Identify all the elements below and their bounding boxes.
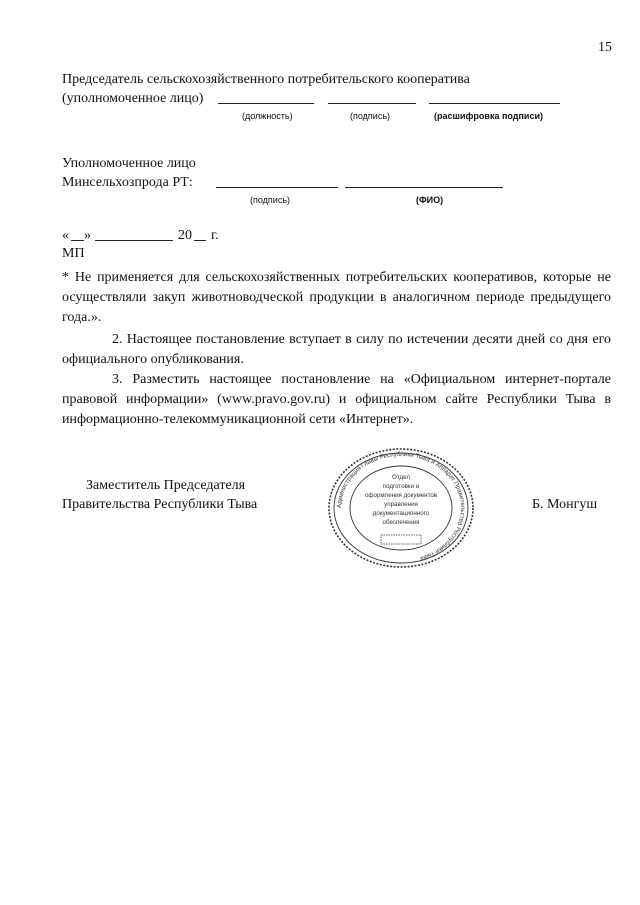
seal-center-line: управления (384, 501, 418, 508)
date-close-quote: » (84, 228, 91, 243)
seal-center-line: подготовки и (382, 483, 420, 490)
ministry-signature-underline (216, 187, 338, 188)
date-month-blank (95, 240, 173, 241)
item-3: 3. Разместить настоящее постановление на «Официальном интернет-портале правовой информации» (www.pravo.gov.ru) и официальном сайте Республики Тыва в информационно-телекоммуникационной сети «Интернет». (62, 372, 611, 427)
caption-ministry-signature: (подпись) (250, 195, 291, 205)
caption-signature-decoding: (расшифровка подписи) (434, 111, 543, 121)
footnote: * Не применяется для сельскохозяйственных потребительских кооперативов, которые не осуществляли закуп животноводческой продукции в аналогичном периоде предыдущего года.». (62, 270, 611, 325)
item-2: 2. Настоящее постановление вступает в силу по истечении десяти дней со дня его официального опубликования. (62, 332, 611, 367)
page-number: 15 (598, 40, 612, 55)
caption-position: (должность) (242, 111, 293, 121)
chairman-line1: Председатель сельскохозяйственного потребительского кооператива (62, 72, 470, 87)
seal-center-line: Отдел (392, 474, 410, 481)
signer-name: Б. Монгуш (532, 497, 598, 512)
caption-signature: (подпись) (350, 111, 391, 121)
seal-ring-text: Администрация Главы Республики Тыва и Аппарат Правительства Республики Тыва (335, 450, 467, 563)
ministry-line1: Уполномоченное лицо (62, 156, 196, 171)
chairman-line2: (уполномоченное лицо) (62, 91, 204, 106)
date-open-quote: « (62, 228, 69, 243)
signature-underline (328, 103, 416, 104)
signer-title-line2: Правительства Республики Тыва (62, 497, 258, 512)
signature-decoding-underline (429, 103, 560, 104)
seal-center-line: оформления документов (364, 492, 438, 499)
ministry-line2: Минсельхозпрода РТ: (62, 175, 193, 190)
date-year-blank (194, 240, 206, 241)
seal-center-line: обеспечения (382, 519, 420, 526)
position-underline (218, 103, 314, 104)
date-year-suffix: г. (211, 228, 219, 243)
stamp-place-mp: МП (62, 246, 85, 261)
date-day-blank (71, 240, 84, 241)
date-year-prefix: 20 (178, 228, 192, 243)
official-seal-icon (326, 447, 476, 569)
signer-title-line1: Заместитель Председателя (86, 478, 246, 493)
ministry-name-underline (345, 187, 503, 188)
seal-center-line: документационного (372, 510, 430, 517)
caption-ministry-name: (ФИО) (416, 195, 444, 205)
